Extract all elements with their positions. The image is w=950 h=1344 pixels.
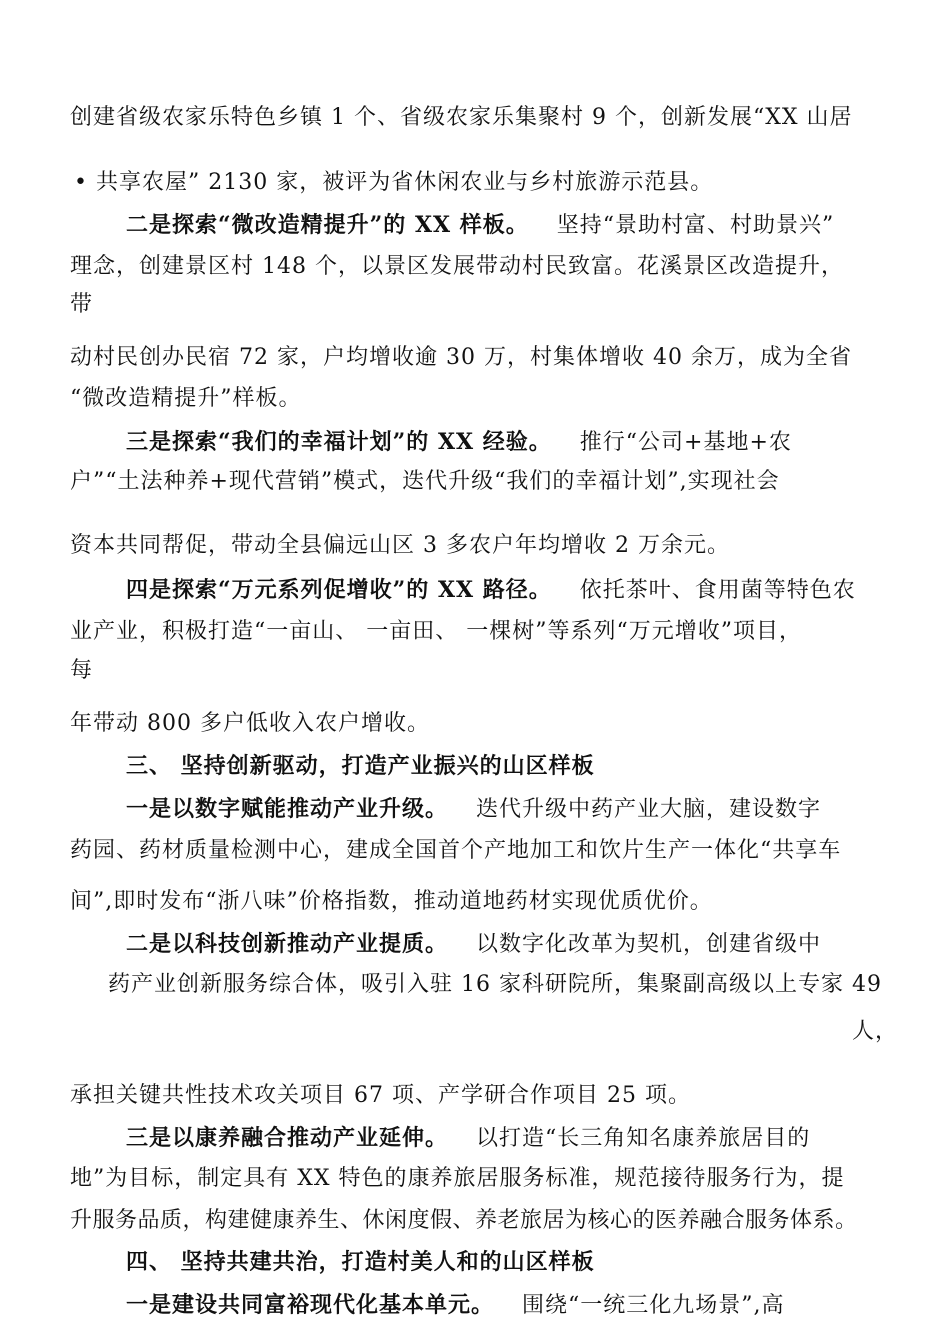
paragraph-text: 迭代升级中药产业大脑，建设数字 [476,797,822,822]
paragraph-line: 业产业，积极打造“一亩山、 一亩田、 一棵树”等系列“万元增收”项目， [70,619,802,644]
paragraph-line: 每 [70,658,94,683]
paragraph-line: 户”“土法种养+现代营销”模式，迭代升级“我们的幸福计划”,实现社会 [70,469,780,494]
paragraph-lead: 二是探索“微改造精提升”的 XX 样板。 [126,212,529,238]
paragraph-lead-line [126,427,792,458]
paragraph-lead: 一是以数字赋能推动产业升级。 [126,796,449,822]
paragraph-text: 围绕“一统三化九场景”,高 [522,1293,785,1318]
paragraph-text: 以打造“长三角知名康养旅居目的 [476,1126,811,1151]
paragraph-lead-line [126,1123,810,1154]
paragraph-lead-line [126,929,821,960]
paragraph-line: 地”为目标，制定具有 XX 特色的康养旅居服务标准，规范接待服务行为，提 [70,1166,845,1191]
paragraph-line: 创建省级农家乐特色乡镇 1 个、省级农家乐集聚村 9 个，创新发展“XX 山居 [70,105,853,130]
paragraph-line: 升服务品质，构建健康养生、休闲度假、养老旅居为核心的医养融合服务体系。 [70,1208,858,1233]
paragraph-lead: 三是探索“我们的幸福计划”的 XX 经验。 [126,429,552,455]
paragraph-lead: 一是建设共同富裕现代化基本单元。 [126,1292,495,1318]
paragraph-lead-line [126,794,821,825]
paragraph-lead-line [126,210,834,241]
paragraph-lead: 三是以康养融合推动产业延伸。 [126,1125,449,1151]
paragraph-text: 依托茶叶、食用菌等特色农 [579,578,856,603]
paragraph-line: 带 [70,292,94,317]
section-heading: 四、 坚持共建共治，打造村美人和的山区样板 [126,1250,595,1275]
paragraph-text: 推行“公司+基地+农 [579,430,792,455]
paragraph-line: 资本共同帮促，带动全县偏远山区 3 多农户年均增收 2 万余元。 [70,533,730,558]
paragraph-text: 以数字化改革为契机，创建省级中 [476,932,822,957]
paragraph-line: 动村民创办民宿 72 家，户均增收逾 30 万，村集体增收 40 余万，成为全省 [70,345,852,370]
paragraph-lead: 二是以科技创新推动产业提质。 [126,931,449,957]
paragraph-text: 坚持“景助村富、村助景兴” [556,213,835,238]
paragraph-line: 药园、药材质量检测中心，建成全国首个产地加工和饮片生产一体化“共享车 [70,838,842,863]
paragraph-line: 年带动 800 多户低收入农户增收。 [70,711,430,736]
paragraph-line: 理念，创建景区村 148 个，以景区发展带动村民致富。花溪景区改造提升， [70,254,844,279]
paragraph-line: “微改造精提升”样板。 [70,386,302,411]
section-heading: 三、 坚持创新驱动，打造产业振兴的山区样板 [126,754,595,779]
paragraph-lead: 四是探索“万元系列促增收”的 XX 路径。 [126,577,552,603]
paragraph-line: 人， [852,1019,899,1044]
paragraph-line: • 共享农屋” 2130 家，被评为省休闲农业与乡村旅游示范县。 [74,170,714,195]
paragraph-line: 承担关键共性技术攻关项目 67 项、产学研合作项目 25 项。 [70,1083,691,1108]
paragraph-lead-line [126,575,856,606]
paragraph-line: 间”,即时发布“浙八味”价格指数，推动道地药材实现优质优价。 [70,889,713,914]
paragraph-line: 药产业创新服务综合体，吸引入驻 16 家科研院所，集聚副高级以上专家 49 [108,972,882,997]
paragraph-lead-line [126,1290,785,1321]
